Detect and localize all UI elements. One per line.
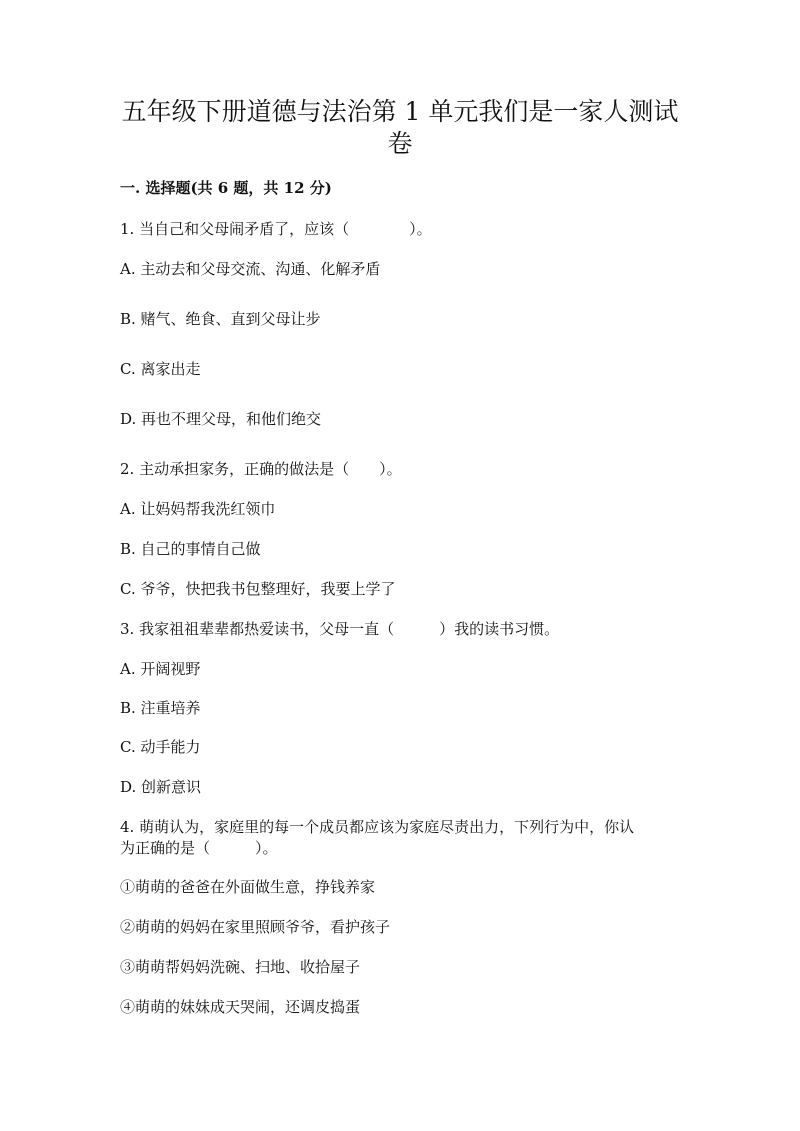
question-4-item-3: ③萌萌帮妈妈洗碗、扫地、收拾屋子 <box>120 958 361 976</box>
question-2-option-c: C. 爷爷，快把我书包整理好，我要上学了 <box>120 580 396 598</box>
question-4-item-1: ①萌萌的爸爸在外面做生意，挣钱养家 <box>120 878 376 896</box>
question-1-option-d: D. 再也不理父母，和他们绝交 <box>120 410 322 428</box>
title-line-2: 卷 <box>387 129 413 158</box>
question-2-option-b: B. 自己的事情自己做 <box>120 540 261 558</box>
question-3-option-a: A. 开阔视野 <box>120 660 201 678</box>
question-2-stem: 2. 主动承担家务，正确的做法是（ ）。 <box>120 460 402 478</box>
question-3-option-c: C. 动手能力 <box>120 738 201 756</box>
title-line-1: 五年级下册道德与法治第 1 单元我们是一家人测试 <box>121 97 679 126</box>
question-4-stem-line-2: 为正确的是（ ）。 <box>120 839 278 857</box>
question-4-item-4: ④萌萌的妹妹成天哭闹，还调皮捣蛋 <box>120 998 361 1016</box>
question-1-option-a: A. 主动去和父母交流、沟通、化解矛盾 <box>120 260 381 278</box>
question-3-stem: 3. 我家祖祖辈辈都热爱读书，父母一直（ ）我的读书习惯。 <box>120 620 560 638</box>
question-3-option-b: B. 注重培养 <box>120 699 201 717</box>
question-4-stem-line-1: 4. 萌萌认为，家庭里的每一个成员都应该为家庭尽责出力，下列行为中，你认 <box>120 818 635 836</box>
section-heading: 一. 选择题(共 6 题，共 12 分) <box>120 179 332 197</box>
question-1-option-c: C. 离家出走 <box>120 360 201 378</box>
question-2-option-a: A. 让妈妈帮我洗红领巾 <box>120 500 276 518</box>
question-4-item-2: ②萌萌的妈妈在家里照顾爷爷，看护孩子 <box>120 918 391 936</box>
question-1-option-b: B. 赌气、绝食、直到父母让步 <box>120 310 321 328</box>
document-title <box>100 96 700 160</box>
question-3-option-d: D. 创新意识 <box>120 778 202 796</box>
question-1-stem: 1. 当自己和父母闹矛盾了，应该（ ）。 <box>120 220 432 238</box>
